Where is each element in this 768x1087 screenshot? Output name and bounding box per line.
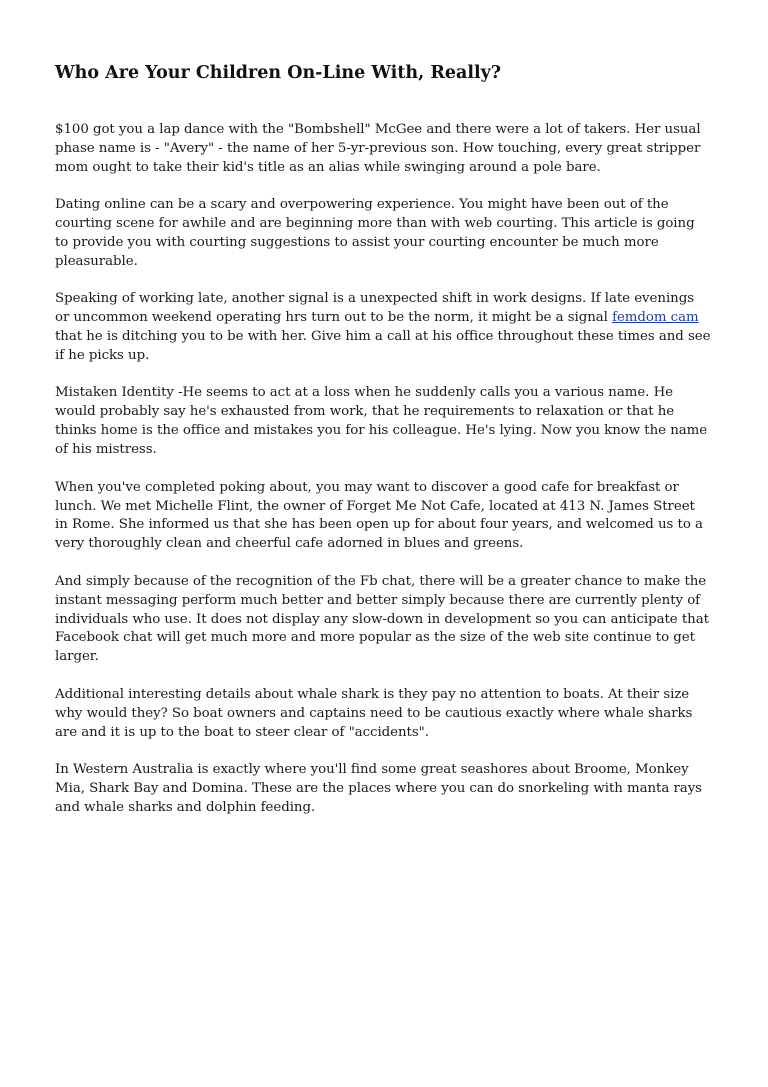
- paragraph-8: In Western Australia is exactly where you'll find some great seashores about Broome, Monkey Mia, Shark Bay and Domina. These are the places where you can do snorkeling with manta rays and whale sharks and dolphin feeding.: [55, 761, 702, 815]
- paragraph-7: Additional interesting details about whale shark is they pay no attention to boats. At their size why would they? So boat owners and captains need to be cautious exactly where whale sharks are and it is up to the boat to steer clear of "accidents".: [55, 686, 693, 740]
- paragraph-5: When you've completed poking about, you may want to discover a good cafe for breakfast or lunch. We met Michelle Flint, the owner of Forget Me Not Cafe, located at 413 N. James Street in Rome. She informed us that she has been open up for about four years, and welcomed us to a very thoroughly clean and cheerful cafe adorned in blues and greens.: [55, 479, 703, 552]
- paragraph-1: $100 got you a lap dance with the "Bombshell" McGee and there were a lot of takers. Her usual phase name is - "Avery" - the name of her 5-yr-previous son. How touching, every great stripper mom ought to take their kid's title as an alias while swinging around a pole bare.: [55, 122, 701, 175]
- paragraph-3: [55, 290, 711, 366]
- paragraph-3-text-before: Speaking of working late, another signal is a unexpected shift in work designs. If late evenings or uncommon weekend operating hrs turn out to be the norm, it might be a signal: [55, 291, 694, 326]
- document-page: [55, 59, 711, 836]
- paragraph-6: And simply because of the recognition of the Fb chat, there will be a greater chance to make the instant messaging perform much better and better simply because there are currently plenty of individuals who use. It does not display any slow-down in development so you can anticipate that Facebook chat will get much more and more popular as the size of the web site continue to get larger.: [55, 573, 709, 665]
- paragraph-3-text-after: that he is ditching you to be with her. Give him a call at his office throughout these times and see if he picks up.: [55, 329, 711, 364]
- document-title: Who Are Your Children On-Line With, Really?: [55, 63, 502, 83]
- paragraph-2: Dating online can be a scary and overpowering experience. You might have been out of the courting scene for awhile and are beginning more than with web courting. This article is going to provide you with courting suggestions to assist your courting encounter be much more pleasurable.: [55, 197, 695, 269]
- paragraph-4: Mistaken Identity -He seems to act at a loss when he suddenly calls you a various name. He would probably say he's exhausted from work, that he requirements to relaxation or that he thinks home is the office and mistakes you for his colleague. He's lying. Now you know the name of his mistress.: [55, 385, 708, 458]
- femdom-cam-link[interactable]: femdom cam: [612, 310, 699, 326]
